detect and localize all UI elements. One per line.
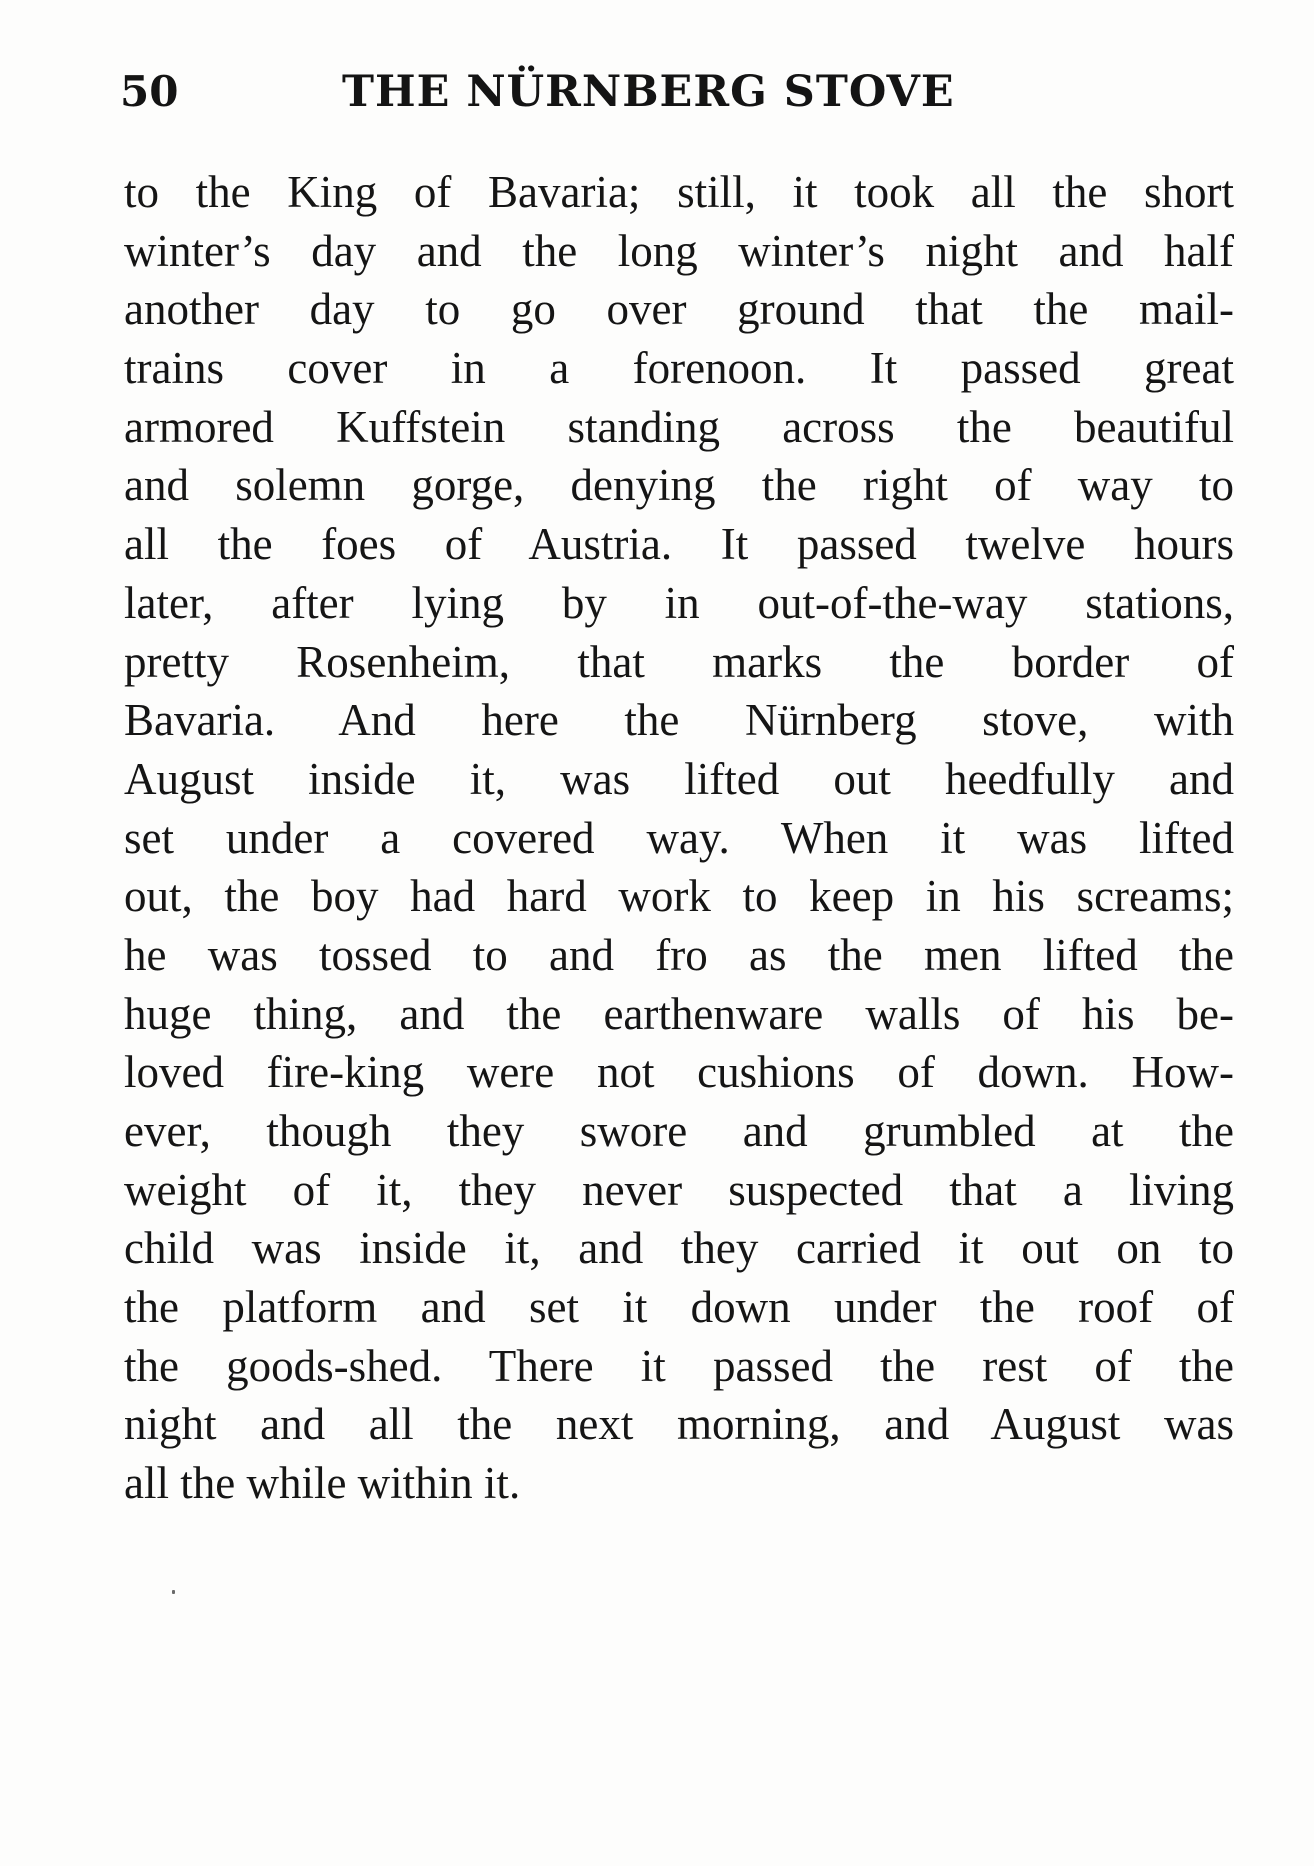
text-line: pretty Rosenheim, that marks the border of: [124, 636, 1234, 687]
text-line: he was tossed to and fro as the men lifted the: [124, 929, 1234, 980]
running-head: [120, 62, 1230, 122]
text-line: winter’s day and the long winter’s night and half: [124, 225, 1234, 276]
text-line: set under a covered way. When it was lifted: [124, 812, 1234, 863]
page-number: 50: [120, 67, 179, 116]
text-line: all the foes of Austria. It passed twelve hours: [124, 519, 1234, 570]
text-line: August inside it, was lifted out heedfully and: [124, 753, 1234, 804]
text-line: to the King of Bavaria; still, it took all the short: [124, 167, 1234, 217]
text-line: loved fire-king were not cushions of down. How-: [124, 1047, 1234, 1098]
text-line: trains cover in a forenoon. It passed great: [124, 343, 1234, 394]
text-line: weight of it, they never suspected that a living: [124, 1164, 1234, 1215]
text-line: huge thing, and the earthenware walls of his be-: [124, 988, 1234, 1039]
text-line: another day to go over ground that the mail-: [124, 284, 1234, 335]
text-line: ever, though they swore and grumbled at the: [124, 1106, 1234, 1156]
text-line: and solemn gorge, denying the right of way to: [124, 460, 1234, 511]
text-line: the platform and set it down under the roof of: [124, 1282, 1234, 1333]
text-line: child was inside it, and they carried it out on to: [124, 1223, 1234, 1274]
text-line: armored Kuffstein standing across the beautiful: [124, 401, 1234, 452]
book-title: THE NÜRNBERG STOVE: [342, 67, 955, 117]
text-line: later, after lying by in out-of-the-way stations,: [124, 577, 1234, 628]
paper-speck: [172, 1590, 175, 1594]
text-line: the goods-shed. There it passed the rest of the: [124, 1340, 1234, 1391]
text-line: out, the boy had hard work to keep in his screams;: [124, 871, 1234, 922]
text-line: Bavaria. And here the Nürnberg stove, with: [124, 695, 1234, 746]
text-line-last: all the while within it.: [124, 1458, 521, 1509]
text-line: night and all the next morning, and August was: [124, 1399, 1234, 1450]
body-text: [124, 163, 1234, 1513]
